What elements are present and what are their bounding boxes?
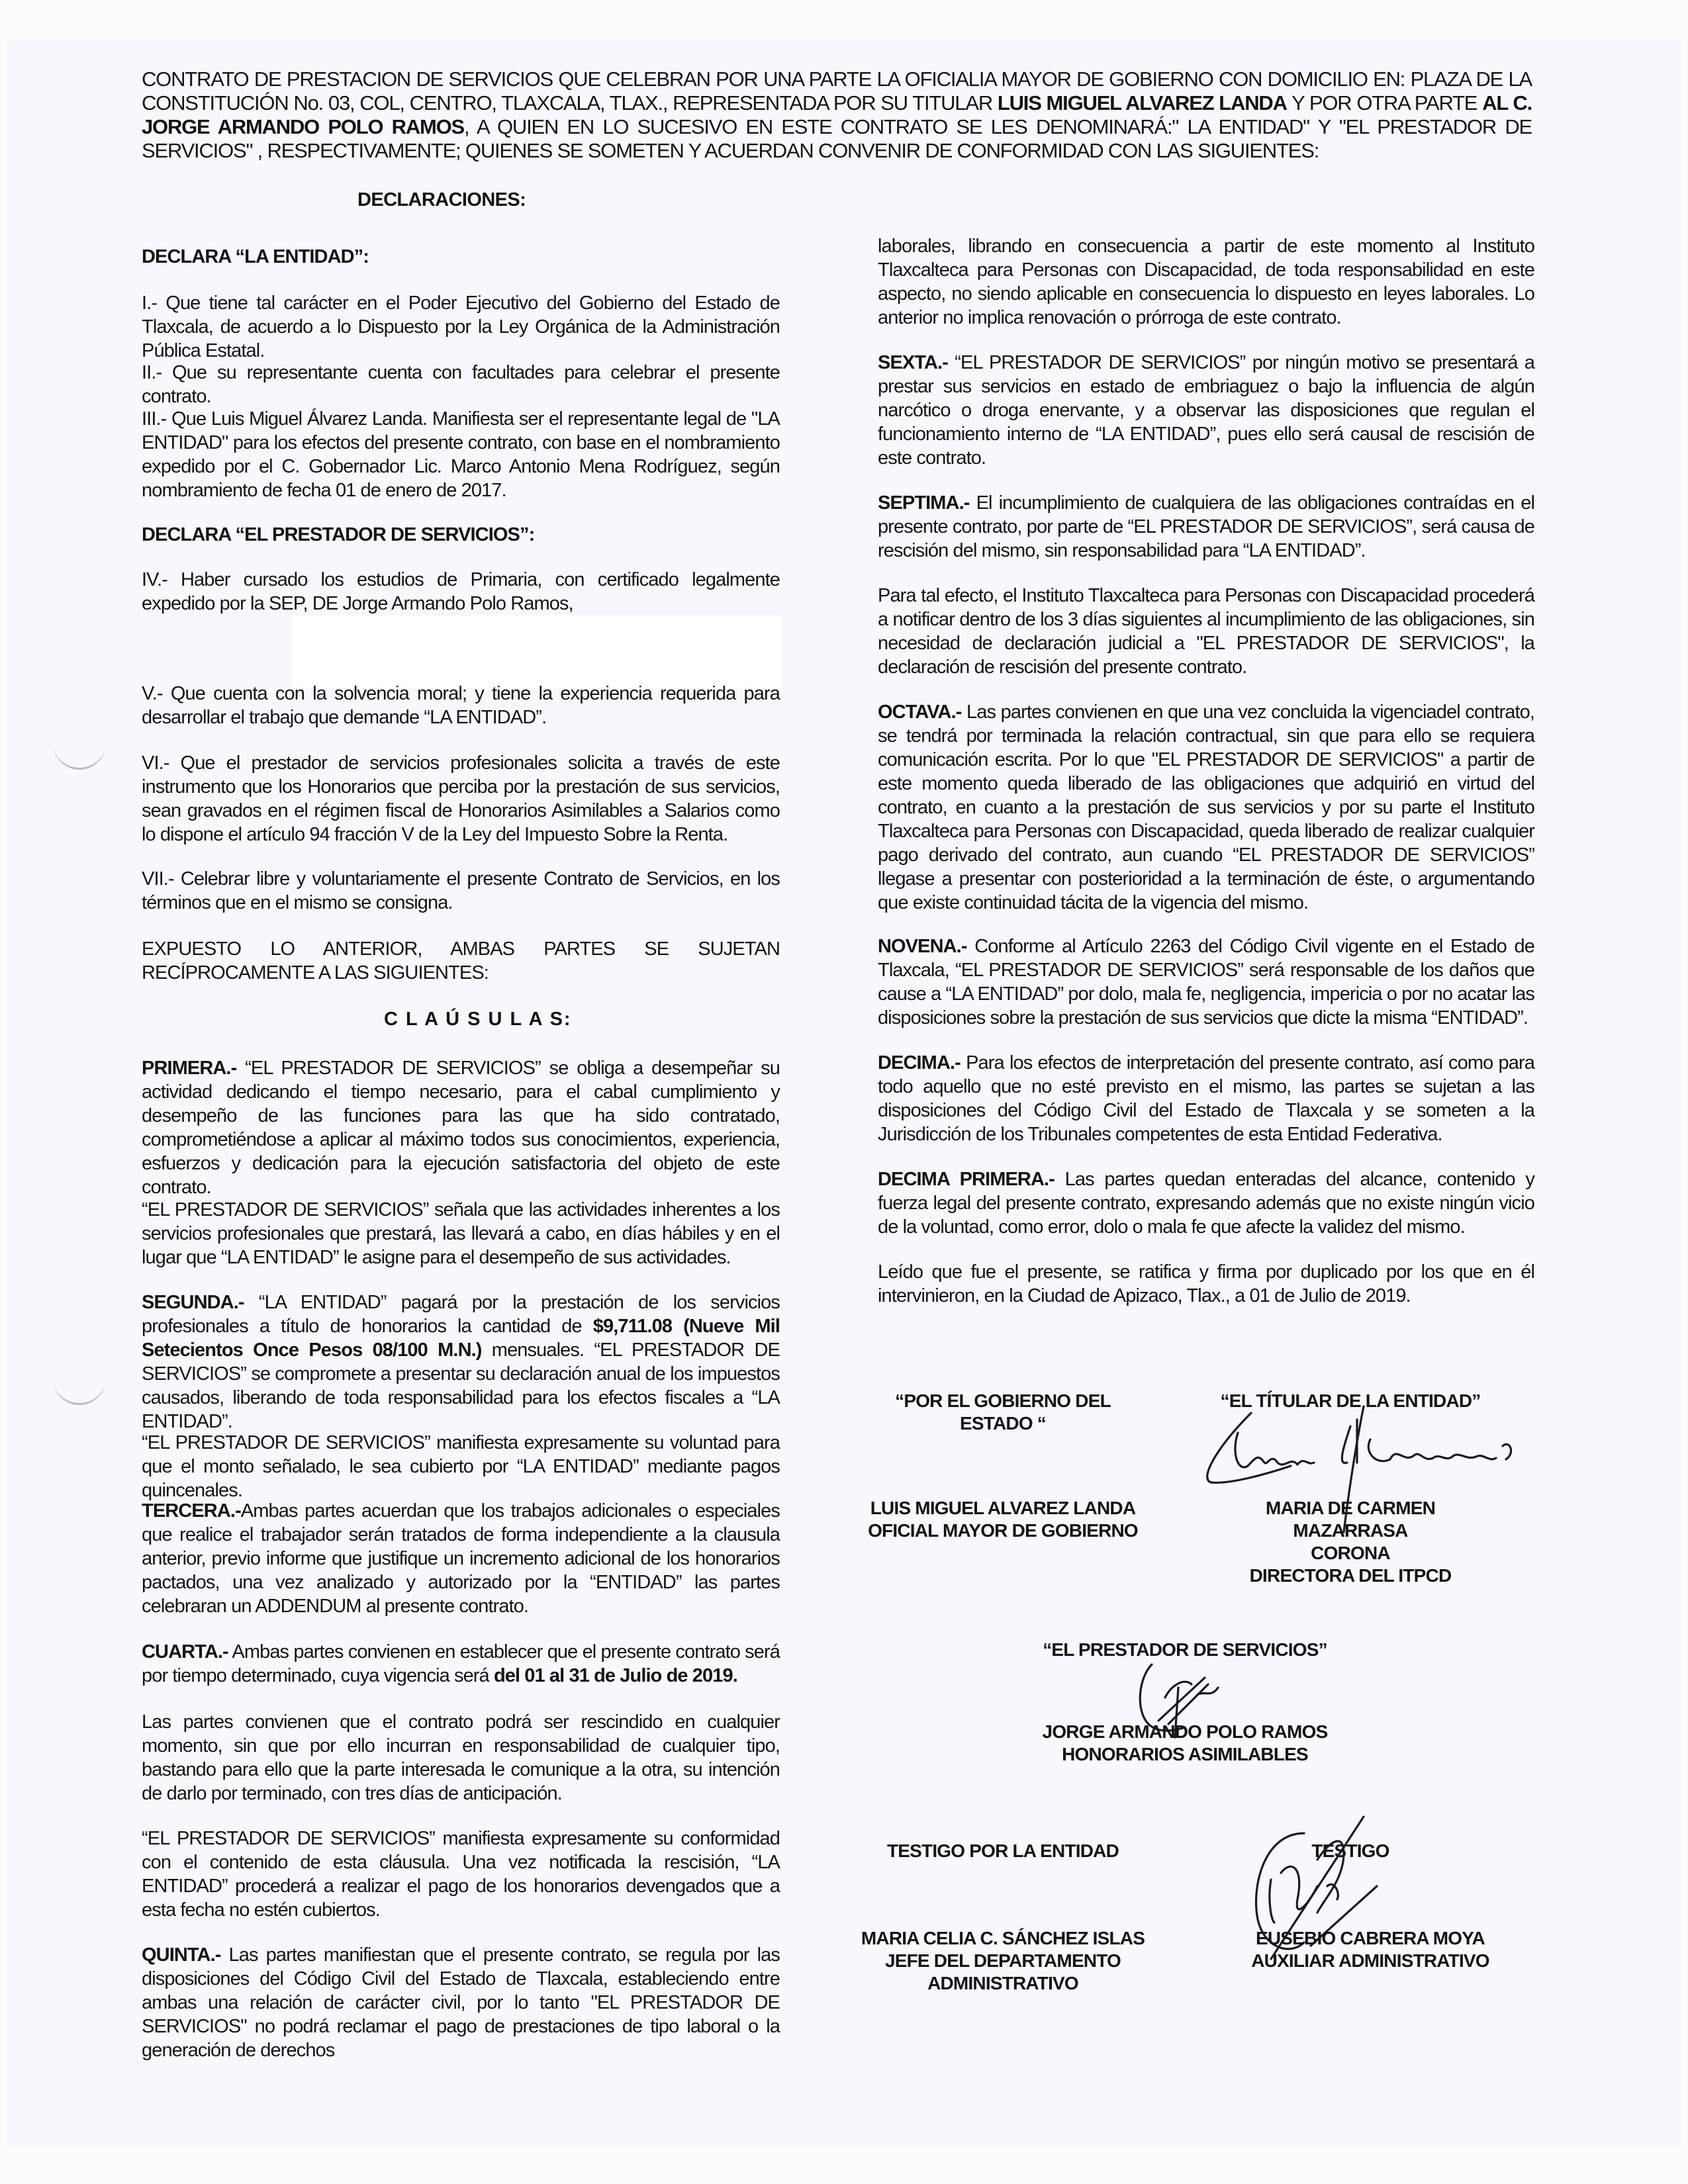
clausula-segunda: SEGUNDA.- “LA ENTIDAD” pagará por la prestación de los servicios profesionales a título de honorarios la cantidad de $9,711.08 (Nueve Mil Setecientos Once Pesos 08/100 M.N.) mensuales. “EL PRESTADOR DE SERVICIOS” se compromete a presentar su declaración anual de los impuestos causados, liberando de toda responsabilidad para los efectos fiscales a “LA ENTIDAD”. [142, 1292, 780, 1432]
clausula-segunda-b: “EL PRESTADOR DE SERVICIOS” manifiesta expresamente su voluntad para que el monto señalado, le sea cubierto por “LA ENTIDAD” mediante pagos quincenales. [142, 1432, 780, 1501]
titular-header: “EL TÍTULAR DE LA ENTIDAD” [1220, 1390, 1481, 1411]
clausula-quinta-continued: laborales, librando en consecuencia a partir de este momento al Instituto Tlaxcalteca para Personas con Discapacidad, de toda responsabilidad en este aspecto, no siendo aplicable en consecuencia lo dispuesto en leyes laborales. Lo anterior no implica renovación o prórroga de este contrato. [878, 236, 1534, 328]
clausula-quinta: QUINTA.- Las partes manifiestan que el presente contrato, se regula por las disposiciones del Código Civil del Estado de Tlaxcala, estableciendo entre ambas una relación de carácter civil, por lo tanto "EL PRESTADOR DE SERVICIOS" no podrá reclamar el pago de prestaciones de tipo laboral o la generación de derechos [142, 1944, 780, 2061]
clausula-primera-b: “EL PRESTADOR DE SERVICIOS” señala que las actividades inherentes a los servicios profesionales que prestará, las llevará a cabo, en días hábiles y en el lugar que “LA ENTIDAD” le asigne para el desempeño de sus actividades. [142, 1199, 780, 1268]
clausula-tercera: TERCERA.-Ambas partes acuerdan que los trabajos adicionales o especiales que realice el trabajador serán tratados de forma independiente a la clausula anterior, previo informe que justifique un incremento adicional de los honorarios pactados, una vez analizado y autorizado por la “ENTIDAD” las partes celebraran un ADDENDUM al presente contrato. [142, 1500, 780, 1617]
clausula-septima: SEPTIMA.- El incumplimiento de cualquiera de las obligaciones contraídas en el presente contrato, por parte de “EL PRESTADOR DE SERVICIOS”, será causa de rescisión del mismo, sin responsabilidad para “LA ENTIDAD”. [878, 492, 1534, 561]
declara-entidad-heading: DECLARA “LA ENTIDAD”: [142, 246, 369, 267]
clausula-cuarta: CUARTA.- Ambas partes convienen en establecer que el presente contrato será por tiempo determinado, cuya vigencia será del 01 al 31 de Julio de 2019. [142, 1641, 780, 1686]
gobierno-header: “POR EL GOBIERNO DEL ESTADO “ [895, 1390, 1111, 1433]
contract-intro: CONTRATO DE PRESTACION DE SERVICIOS QUE CELEBRAN POR UNA PARTE LA OFICIALIA MAYOR DE GOBIERNO CON DOMICILIO EN: PLAZA DE LA CONSTITUCIÓN No. 03, COL, CENTRO, TLAXCALA, TLAX., REPRESENTADA POR SU TITULAR LUIS MIGUEL ALVAREZ LANDA Y POR OTRA PARTE AL C. JORGE ARMANDO POLO RAMOS, A QUIEN EN LO SUCESIVO EN ESTE CONTRATO SE LES DENOMINARÁ:" LA ENTIDAD" Y "EL PRESTADOR DE SERVICIOS" , RESPECTIVAMENTE; QUIENES SE SOMETEN Y ACUERDAN CONVENIR DE CONFORMIDAD CON LAS SIGUIENTES: [142, 68, 1532, 162]
declaracion-I: I.- Que tiene tal carácter en el Poder Ejecutivo del Gobierno del Estado de Tlaxcala, de acuerdo a lo Dispuesto por la Ley Orgánica de la Administración Pública Estatal. [142, 293, 780, 361]
declaracion-II: II.- Que su representante cuenta con facultades para celebrar el presente contrato. [142, 362, 780, 407]
clausula-cuarta-c: “EL PRESTADOR DE SERVICIOS” manifiesta expresamente su conformidad con el contenido de esta cláusula. Una vez notificada la rescisión, “LA ENTIDAD” procederá a realizar el pago de los honorarios devengados que a esta fecha no estén cubiertos. [142, 1828, 780, 1921]
testigo-header: TESTIGO [1311, 1841, 1389, 1861]
gobierno-name: LUIS MIGUEL ALVAREZ LANDA OFICIAL MAYOR DE GOBIERNO [868, 1498, 1138, 1541]
declaracion-VII: VII.- Celebrar libre y voluntariamente el presente Contrato de Servicios, en los términos que en el mismo se consigna. [142, 868, 780, 913]
testigo-entidad-header: TESTIGO POR LA ENTIDAD [886, 1841, 1119, 1861]
clausulas-title: C L A Ú S U L A S: [384, 1009, 572, 1030]
redacted-area [291, 615, 781, 688]
declara-prestador-heading: DECLARA “EL PRESTADOR DE SERVICIOS”: [142, 524, 535, 545]
declaraciones-title: DECLARACIONES: [357, 189, 526, 210]
clausula-cuarta-b: Las partes convienen que el contrato podrá ser rescindido en cualquier momento, sin que por ello incurran en responsabilidad de cualquier tipo, bastando para ello que la parte interesada le comunique a la otra, su intención de darlo por terminado, con tres días de anticipación. [142, 1711, 780, 1804]
clausula-decima: DECIMA.- Para los efectos de interpretación del presente contrato, así como para todo aquello que no esté previsto en el mismo, las partes se sujetan a las disposiciones del Código Civil del Estado de Tlaxcala y se someten a la Jurisdicción de los Tribunales competentes de esta Entidad Federativa. [878, 1052, 1534, 1145]
prestador-name: JORGE ARMANDO POLO RAMOS HONORARIOS ASIMILABLES [1042, 1721, 1328, 1764]
clausula-primera: PRIMERA.- “EL PRESTADOR DE SERVICIOS” se obliga a desempeñar su actividad dedicando el tiempo necesario, para el cabal cumplimiento y desempeño de las funciones para las que ha sido contratado, comprometiéndose a aplicar al máximo todos sus conocimientos, experiencia, esfuerzos y dedicación para la ejecución satisfactoria del objeto de este contrato. [142, 1058, 780, 1198]
expuesto-paragraph: EXPUESTO LO ANTERIOR, AMBAS PARTES SE SUJETAN RECÍPROCAMENTE A LAS SIGUIENTES: [142, 938, 780, 983]
clausula-sexta: SEXTA.- “EL PRESTADOR DE SERVICIOS” por ningún motivo se presentará a prestar sus servicios en estado de embriaguez o bajo la influencia de algún narcótico o droga enervante, y a observar las disposiciones que regulan el funcionamiento interno de “LA ENTIDAD”, pues ello será causal de rescisión de este contrato. [878, 352, 1534, 469]
titular-signature [1192, 1400, 1589, 1492]
declaracion-IV: IV.- Haber cursado los estudios de Primaria, con certificado legalmente expedido por la SEP, DE Jorge Armando Polo Ramos, [142, 569, 780, 614]
clausula-novena: NOVENA.- Conforme al Artículo 2263 del Código Civil vigente en el Estado de Tlaxcala, “EL PRESTADOR DE SERVICIOS” será responsable de los daños que cause a “LA ENTIDAD” por dolo, mala fe, negligencia, impericia o por no acatar las disposiciones sobre la prestación de sus servicios que dicte la misma “ENTIDAD”. [878, 936, 1534, 1028]
prestador-header: “EL PRESTADOR DE SERVICIOS” [1043, 1639, 1327, 1660]
declaracion-VI: VI.- Que el prestador de servicios profesionales solicita a través de este instrumento que los Honorarios que perciba por la prestación de sus servicios, sean gravados en el régimen fiscal de Honorarios Asimilables a Salarios como lo dispone el artículo 94 fracción V de la Ley del Impuesto Sobre la Renta. [142, 752, 780, 845]
declaracion-III: III.- Que Luis Miguel Álvarez Landa. Manifiesta ser el representante legal de "LA ENTIDAD" para los efectos del presente contrato, con base en el nombramiento expedido por el C. Gobernador Lic. Marco Antonio Mena Rodríguez, según nombramiento de fecha 01 de enero de 2017. [142, 408, 780, 501]
clausula-septima-b: Para tal efecto, el Instituto Tlaxcalteca para Personas con Discapacidad procederá a notificar dentro de los 3 días siguientes al incumplimiento de las obligaciones, sin necesidad de declaración judicial a "EL PRESTADOR DE SERVICIOS", la declaración de rescisión del presente contrato. [878, 585, 1534, 678]
titular-name: MARIA DE CARMEN MAZARRASA CORONA DIRECTORA DEL ITPCD [1249, 1498, 1452, 1586]
clausula-octava: OCTAVA.- Las partes convienen en que una vez concluida la vigenciadel contrato, se tendrá por terminada la relación contractual, sin que para ello se requiera comunicación escrita. Por lo que "EL PRESTADOR DE SERVICIOS" a partir de este momento queda liberado de las obligaciones que adquirió en virtud del contrato, en cuanto a la prestación de sus servicios y por su parte el Instituto Tlaxcalteca para Personas con Discapacidad, queda liberado de realizar cualquier pago derivado del contrato, aun cuando “EL PRESTADOR DE SERVICIOS” llegase a presentar con posterioridad a la terminación de éste, o argumentando que existe continuidad tácita de la vigencia del mismo. [878, 702, 1534, 913]
testigo-name: EUSEBIO CABRERA MOYA AUXILIAR ADMINISTRATIVO [1251, 1928, 1489, 1971]
declaracion-V: V.- Que cuenta con la solvencia moral; y tiene la experiencia requerida para desarrollar el trabajo que demande “LA ENTIDAD”. [142, 683, 780, 728]
closing-statement: Leído que fue el presente, se ratifica y firma por duplicado por los que en él intervinieron, en la Ciudad de Apizaco, Tlax., a 01 de Julio de 2019. [878, 1261, 1534, 1306]
testigo-entidad-name: MARIA CELIA C. SÁNCHEZ ISLAS JEFE DEL DEPARTAMENTO ADMINISTRATIVO [861, 1928, 1145, 1993]
clausula-decima-primera: DECIMA PRIMERA.- Las partes quedan enteradas del alcance, contenido y fuerza legal del presente contrato, expresando además que no existe ningún vicio de la voluntad, como error, dolo o mala fe que afecte la validez del mismo. [878, 1169, 1534, 1238]
